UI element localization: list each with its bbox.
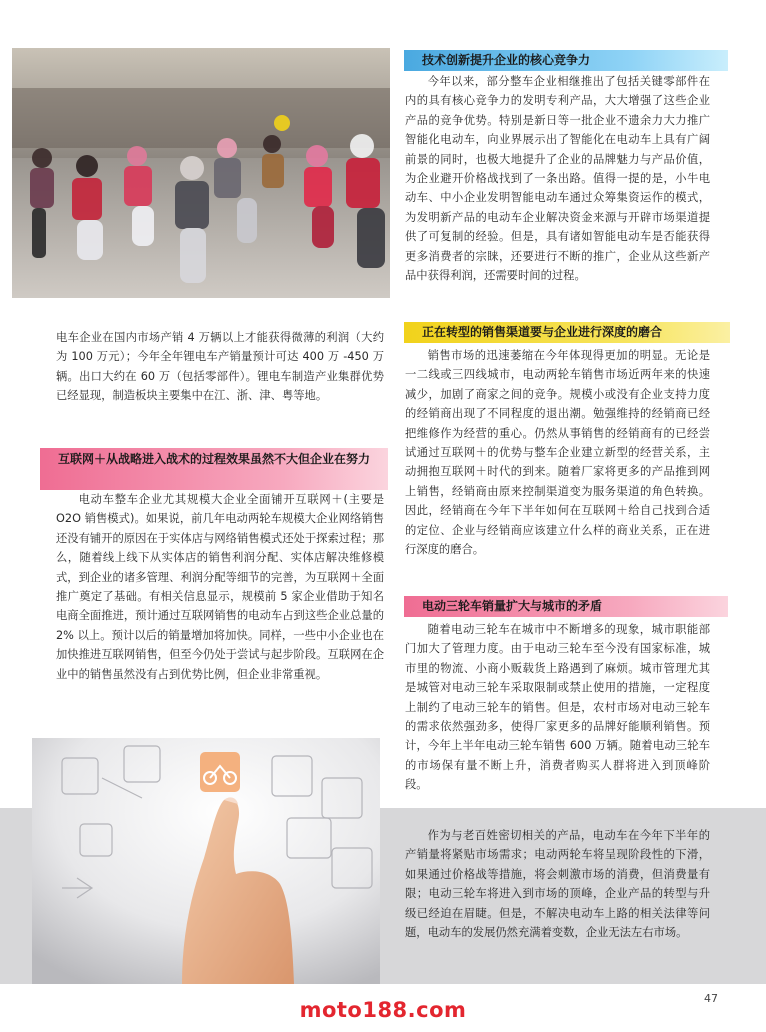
paragraph: 销售市场的迅速萎缩在今年体现得更加的明显。无论是一二线或三四线城市，电动两轮车销售市场近两年来的快速减少，加剧了商家之间的竞争。规模小或没有企业支持力度的经销商出现了不同程度的退出潮。勉强维持的经销商已经把维修作为经营的重心。仍然从事销售的经销商有的已经尝试通过互联网＋的优势与整车企业建立新型的经营关系，主动拥抱互联网＋时代的到来。随着厂家将更多的产品推到网上销售，经销商由原来控制渠道变为服务渠道的角色转换。因此，经销商在今年下半年如何在互联网＋给自己找到合适的定位、企业与经销商应该建立什么样的商业关系，正在进行深度的磨合。 [405, 349, 710, 557]
section-heading-text: 电动三轮车销量扩大与城市的矛盾 [422, 599, 603, 613]
paragraph: 作为与老百姓密切相关的产品，电动车在今年下半年的产销量将紧贴市场需求；电动两轮车将呈现阶段性的下滑，如果通过价格战等措施，将会刺激市场的消费，但消费量有限；电动三轮车将进入到市场的顶峰，企业产品的转型与升级已经迫在眉睫。但是，不解决电动车上路的相关法律等问题，电动车的发展仍然充满着变数，企业无法左右市场。 [405, 829, 710, 940]
section-body-internet-plus [56, 490, 384, 684]
conclusion-text [405, 826, 710, 942]
site-url-watermark: moto188.com [299, 998, 467, 1022]
touchscreen-hand-photo [32, 738, 380, 984]
section-heading-text: 互联网＋从战略进入战术的过程效果虽然不大但企业在努力 [58, 452, 371, 466]
paragraph: 今年以来，部分整车企业相继推出了包括关键零部件在内的具有核心竞争力的发明专利产品，大大增强了这些企业产品的竞争优势。特别是新日等一批企业不遗余力大力推广智能化电动车，向业界展示出了智能化在电动车上具有广阔前景的同时，也极大地提升了企业的品牌魅力与产品价值，为企业避开价格战找到了一条出路。值得一提的是，小牛电动车、中小企业发明智能电动车通过众筹集资运作的模式，为发明新产品的电动车企业解决资金来源与开辟市场渠道提供了可复制的经验。但是，具有诸如智能电动车是否能获得更多消费者的宗睐，还要进行不断的推广，企业从这些新产品中获得利润，还需要时间的过程。 [405, 75, 710, 283]
section-heading-tricycle [404, 596, 728, 617]
section-body-tricycle [405, 620, 710, 795]
section-body-sales-channel [405, 346, 710, 559]
section-heading-tech-innovation [404, 50, 728, 71]
section-heading-internet-plus [40, 448, 388, 490]
section-heading-text: 技术创新提升企业的核心竞争力 [422, 53, 591, 67]
section-heading-sales-channel [404, 322, 730, 343]
page-number: 47 [704, 992, 718, 1005]
paragraph: 电车企业在国内市场产销 4 万辆以上才能获得微薄的利润（大约为 100 万元）；今年全年锂电车产销量预计可达 400 万 -450 万辆。出口大约在 60 万（包括零部件）。锂电车制造产业集群优势已经显现，制造板块主要集中在江、浙、津、粤等地。 [56, 331, 384, 403]
left-intro-text [56, 328, 384, 406]
ebike-crowd-photo [12, 48, 390, 298]
section-body-tech-innovation [405, 72, 710, 285]
paragraph: 电动车整车企业尤其规模大企业全面铺开互联网＋(主要是 O2O 销售模式)。如果说，前几年电动两轮车规模大企业网络销售还没有铺开的原因在于实体店与网络销售模式还处于探索过程；那么，随着线上线下从实体店的销售利润分配、实体店解决维修模式，到企业的诸多管理、利润分配等细节的完善，为互联网＋全面推广奠定了基础。有相关信息显示，规模前 5 家企业借助于知名电商全面推进，预计通过互联网销售的电动车占到这些企业总量的 2% 以上。预计以后的销量增加将加快。同样，一些中小企业也在加快推进互联网销售，但至今仍处于尝试与起步阶段。互联网在企业中的销售虽然没有占到优势比例，但企业非常重视。 [56, 493, 384, 681]
section-heading-text: 正在转型的销售渠道要与企业进行深度的磨合 [422, 325, 663, 339]
paragraph: 随着电动三轮车在城市中不断增多的现象，城市职能部门加大了管理力度。由于电动三轮车至今没有国家标准，城市里的物流、小商小贩载货上路遇到了麻烦。城市管理尤其是城管对电动三轮车采取限制或禁止使用的措施，一定程度上制约了电动三轮车的销售。但是，农村市场对电动三轮车的需求依然强劲多，使得厂家更多的品牌好能顺利销售。预计，今年上半年电动三轮车销售 600 万辆。随着电动三轮车的市场保有量不断上升，消费者购买人群将进入到顶峰阶段。 [405, 623, 710, 792]
